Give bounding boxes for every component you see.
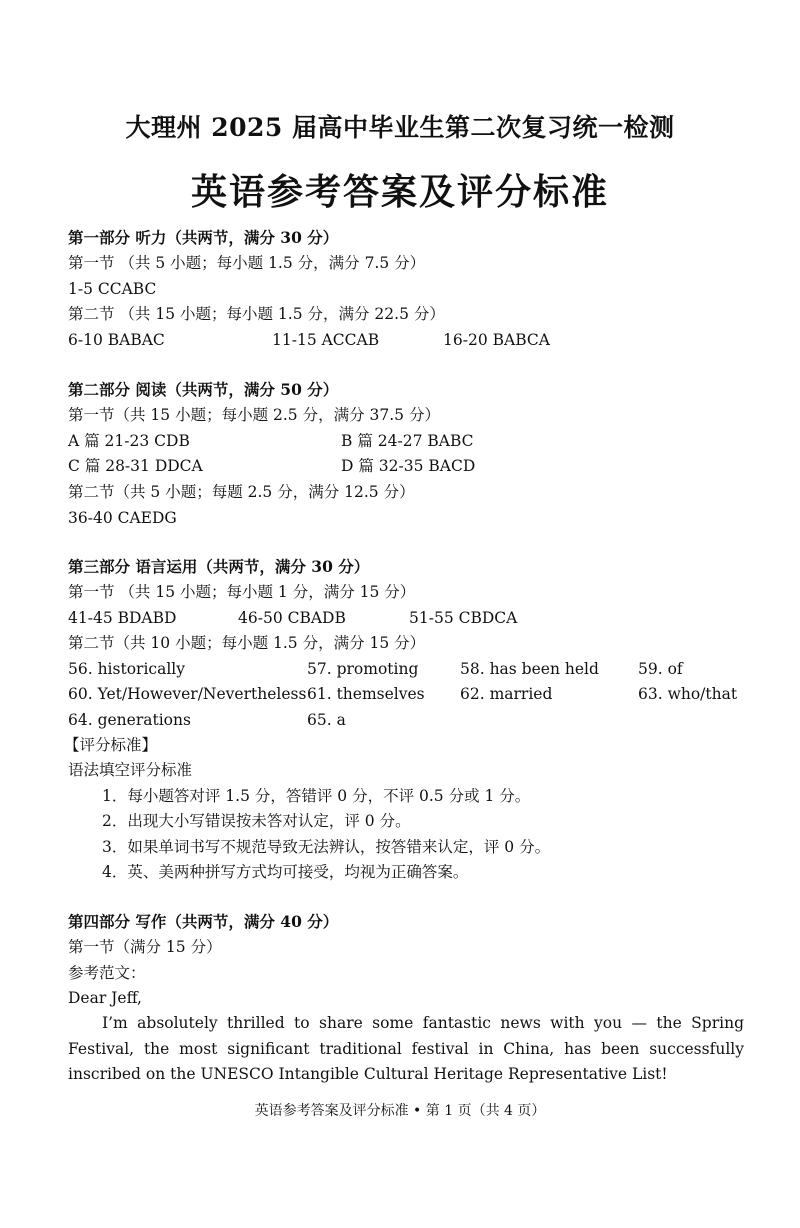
criteria-title: 语法填空评分标准 — [68, 761, 193, 779]
letter-paragraph: I’m absolutely thrilled to share some fantastic news with you — the Spring Festival, the most significant traditional festival in China, has been successfully inscribed on the UNESCO Intangible Cultural Heritage Representative List! — [68, 1014, 744, 1083]
part2-heading: 第二部分 阅读（共两节，满分 50 分） — [68, 380, 339, 399]
rule-2: 2．出现大小写错误按未答对认定，评 0 分。 — [102, 812, 411, 830]
part1-answers-16-20: 16-20 BABCA — [443, 331, 550, 349]
part3-answers-46-50: 46-50 CBADB — [238, 609, 346, 627]
part1-section2: 第二节 （共 15 小题；每小题 1.5 分，满分 22.5 分） — [68, 305, 445, 323]
rule-3: 3．如果单词书写不规范导致无法辨认，按答错来认定，评 0 分。 — [102, 838, 551, 856]
answer-61: 61. themselves — [307, 685, 425, 703]
letter-greeting: Dear Jeff, — [68, 989, 142, 1007]
answer-57: 57. promoting — [307, 660, 419, 678]
part3-answers-41-45: 41-45 BDABD — [68, 609, 177, 627]
part2-section1: 第一节（共 15 小题；每小题 2.5 分，满分 37.5 分） — [68, 406, 440, 424]
part4-heading: 第四部分 写作（共两节，满分 40 分） — [68, 912, 339, 931]
criteria-heading: 【评分标准】 — [64, 736, 158, 754]
part3-section2: 第二节（共 10 小题；每小题 1.5 分，满分 15 分） — [68, 634, 426, 652]
part4-section1: 第一节（满分 15 分） — [68, 938, 222, 956]
part1-answers-1: 1-5 CCABC — [68, 280, 157, 298]
answer-56: 56. historically — [68, 660, 185, 678]
part3-answers-51-55: 51-55 CBDCA — [409, 609, 518, 627]
sample-essay-label: 参考范文： — [68, 964, 146, 982]
answer-63: 63. who/that — [638, 685, 738, 703]
rule-4: 4．英、美两种拼写方式均可接受，均视为正确答案。 — [102, 863, 469, 881]
part2-section2: 第二节（共 5 小题；每题 2.5 分，满分 12.5 分） — [68, 483, 415, 501]
part1-section1: 第一节 （共 5 小题；每小题 1.5 分，满分 7.5 分） — [68, 254, 426, 272]
part1-answers-11-15: 11-15 ACCAB — [272, 331, 380, 349]
answer-59: 59. of — [638, 660, 683, 678]
page-footer: 英语参考答案及评分标准 • 第 1 页（共 4 页） — [254, 1103, 546, 1119]
part1-answers-6-10: 6-10 BABAC — [68, 331, 165, 349]
answer-62: 62. married — [460, 685, 553, 703]
part3-heading: 第三部分 语言运用（共两节，满分 30 分） — [68, 557, 370, 576]
passage-b-answers: B 篇 24-27 BABC — [341, 432, 474, 450]
rule-1: 1．每小题答对评 1.5 分，答错评 0 分，不评 0.5 分或 1 分。 — [102, 787, 531, 805]
exam-title: 大理州 2025 届高中毕业生第二次复习统一检测 — [125, 113, 675, 142]
part3-section1: 第一节 （共 15 小题；每小题 1 分，满分 15 分） — [68, 583, 416, 601]
answer-60: 60. Yet/However/Nevertheless — [68, 685, 307, 703]
answer-64: 64. generations — [68, 711, 191, 729]
passage-d-answers: D 篇 32-35 BACD — [341, 457, 476, 475]
document-title: 英语参考答案及评分标准 — [190, 171, 609, 213]
answer-58: 58. has been held — [460, 660, 599, 678]
part2-answers-36-40: 36-40 CAEDG — [68, 509, 177, 527]
part1-heading: 第一部分 听力（共两节，满分 30 分） — [68, 228, 339, 247]
passage-c-answers: C 篇 28-31 DDCA — [68, 457, 203, 475]
answer-65: 65. a — [307, 711, 346, 729]
passage-a-answers: A 篇 21-23 CDB — [68, 432, 190, 450]
